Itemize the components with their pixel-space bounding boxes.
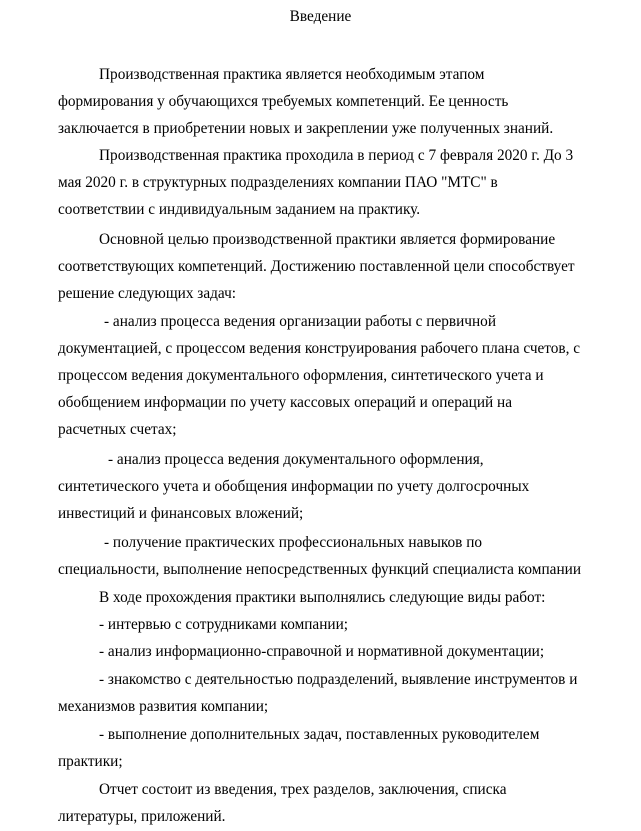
text-line: соответствии с индивидуальным заданием на практику. [58, 201, 421, 218]
text-line: решение следующих задач: [58, 285, 237, 302]
text-line: В ходе прохождения практики выполнялись следующие виды работ: [99, 589, 546, 606]
text-line: - выполнение дополнительных задач, поставленных руководителем [99, 726, 540, 743]
text-line: специальности, выполнение непосредственных функций специалиста компании [58, 561, 582, 578]
text-line: формирования у обучающихся требуемых компетенций. Ее ценность [58, 93, 509, 110]
text-line: - анализ процесса ведения документального оформления, [108, 451, 484, 468]
text-line: соответствующих компетенций. Достижению поставленной цели способствует [58, 258, 575, 275]
text-line: инвестиций и финансовых вложений; [58, 505, 304, 522]
text-line: - получение практических профессиональных навыков по [104, 534, 483, 551]
text-line: процессом ведения документального оформления, синтетического учета и [58, 367, 544, 384]
text-line: Отчет состоит из введения, трех разделов, заключения, списка [99, 781, 507, 798]
text-line: Основной целью производственной практики является формирование [99, 231, 556, 248]
text-line: - знакомство с деятельностью подразделений, выявление инструментов и [99, 671, 578, 688]
text-line: расчетных счетах; [58, 421, 177, 438]
text-line: практики; [58, 753, 123, 770]
text-line: механизмов развития компании; [58, 698, 269, 715]
text-line: документацией, с процессом ведения конструирования рабочего плана счетов, с [58, 340, 581, 357]
text-line: - анализ информационно-справочной и нормативной документации; [99, 643, 545, 660]
text-line: литературы, приложений. [58, 808, 226, 825]
text-line: - анализ процесса ведения организации работы с первичной [104, 313, 497, 330]
text-line: заключается в приобретении новых и закреплении уже полученных знаний. [58, 120, 554, 137]
text-line: синтетического учета и обобщения информации по учету долгосрочных [58, 478, 530, 495]
text-line: - интервью с сотрудниками компании; [99, 616, 349, 633]
text-line: обобщением информации по учету кассовых операций и операций на [58, 394, 513, 411]
text-line: Производственная практика является необходимым этапом [99, 66, 485, 83]
text-line: Производственная практика проходила в период с 7 февраля 2020 г. До 3 [99, 147, 574, 164]
page-title: Введение [289, 8, 352, 25]
text-line: мая 2020 г. в структурных подразделениях компании ПАО "МТС" в [58, 174, 498, 191]
